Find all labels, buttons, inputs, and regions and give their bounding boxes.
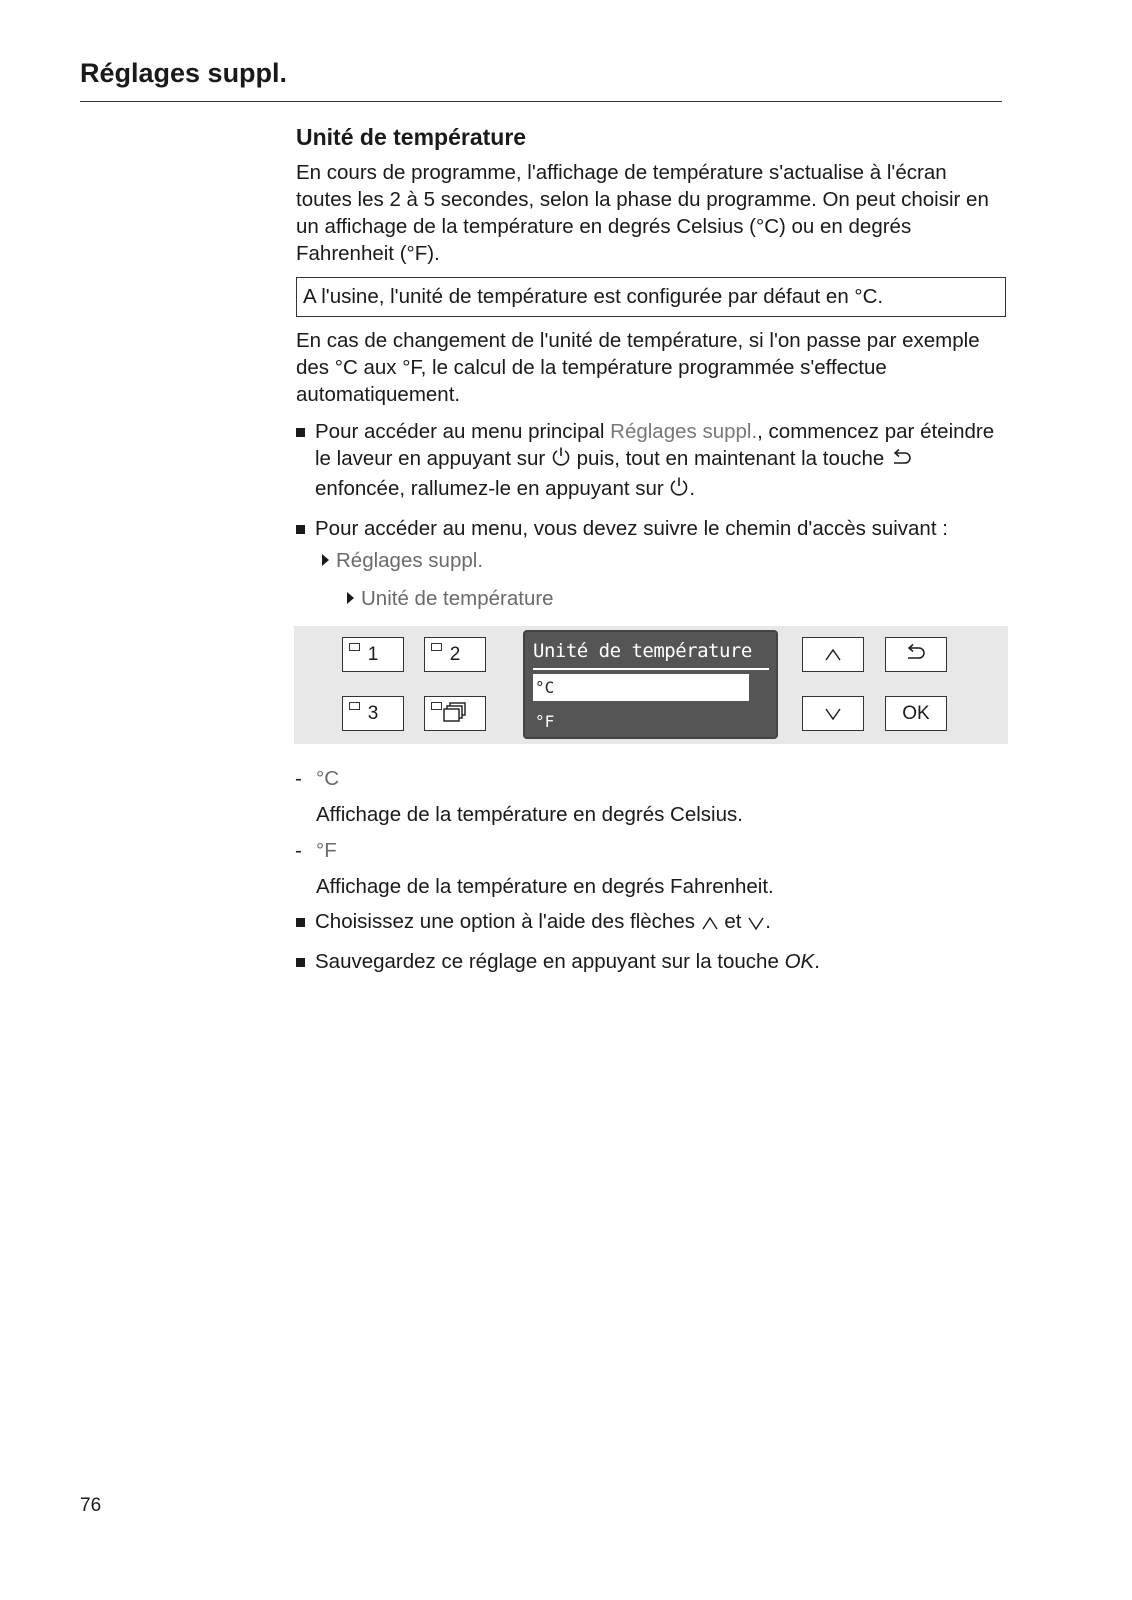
content (296, 122, 1006, 985)
page-number: 76 (80, 1495, 102, 1516)
chevron-down-icon (823, 700, 843, 733)
display-title: Unité de température (533, 640, 752, 662)
path-arrow-icon (347, 592, 354, 604)
bullet-square-icon (296, 918, 305, 927)
ok-reference: OK (784, 950, 815, 973)
led-indicator (349, 643, 360, 651)
bullet-square-icon (296, 428, 305, 437)
menu-path-level-2: Unité de température (296, 584, 1006, 622)
bullet-square-icon (296, 525, 305, 534)
change-paragraph: En cas de changement de l'unité de température, si l'on passe par exemple des °C aux °F, le calcul de la température programmée s'effectue automatiquement. (296, 329, 980, 406)
option-fahrenheit: - °F (295, 839, 337, 862)
bullet-menu-path: Pour accéder au menu, vous devez suivre le chemin d'accès suivant : (296, 515, 1006, 542)
key-2-button[interactable]: 2 (424, 637, 486, 672)
option-description: Affichage de la température en degrés Celsius. (316, 803, 743, 826)
display-divider (533, 668, 769, 670)
menu-reference: Réglages suppl. (610, 420, 758, 443)
back-arrow-icon (904, 641, 928, 674)
bullet-square-icon (296, 958, 305, 967)
led-indicator (431, 702, 442, 710)
led-indicator (349, 702, 360, 710)
bullet-choose-option: Choisissez une option à l'aide des flèches et . (296, 908, 1006, 938)
up-arrow-button[interactable] (802, 637, 864, 672)
key-3-button[interactable]: 3 (342, 696, 404, 731)
display-option[interactable]: °F (535, 712, 555, 731)
option-celsius: - °C (295, 767, 340, 790)
option-description: Affichage de la température en degrés Fahrenheit. (316, 875, 774, 898)
title-divider (80, 101, 1002, 102)
chevron-up-icon (701, 911, 719, 938)
option-label: °C (316, 767, 340, 790)
intro-paragraph: En cours de programme, l'affichage de température s'actualise à l'écran toutes les 2 à 5 secondes, selon la phase du programme. On peut choisir en un affichage de la température en degrés Celsius (°C) ou en degrés Fahrenheit (°F). (296, 161, 989, 265)
page-title: Réglages suppl. (80, 58, 288, 88)
led-indicator (431, 643, 442, 651)
chevron-up-icon (823, 641, 843, 674)
display-screen (523, 630, 778, 739)
section-heading: Unité de température (296, 124, 527, 150)
stacked-windows-icon (440, 701, 470, 734)
power-icon (669, 476, 689, 505)
bullet-save-setting: Sauvegardez ce réglage en appuyant sur la touche OK. (296, 948, 1006, 975)
note-box: A l'usine, l'unité de température est configurée par défaut en °C. (296, 277, 1006, 317)
back-arrow-icon (890, 448, 914, 475)
chevron-down-icon (747, 911, 765, 938)
ok-button[interactable]: OK (885, 696, 947, 731)
down-arrow-button[interactable] (802, 696, 864, 731)
program-selection-button[interactable] (424, 696, 486, 731)
bullet-access-menu: Pour accéder au menu principal Réglages suppl., commencez par éteindre le laveur en appuyant sur puis, tout en maintenant la touche enfoncée, rallumez-le en appuyant sur . (296, 418, 1006, 505)
path-arrow-icon (322, 554, 329, 566)
option-label: °F (316, 839, 337, 862)
control-panel (294, 626, 1008, 744)
display-selected-option[interactable]: °C (533, 674, 749, 701)
menu-path-level-1: Réglages suppl. (296, 546, 1006, 584)
key-1-button[interactable]: 1 (342, 637, 404, 672)
power-icon (551, 446, 571, 475)
back-button[interactable] (885, 637, 947, 672)
